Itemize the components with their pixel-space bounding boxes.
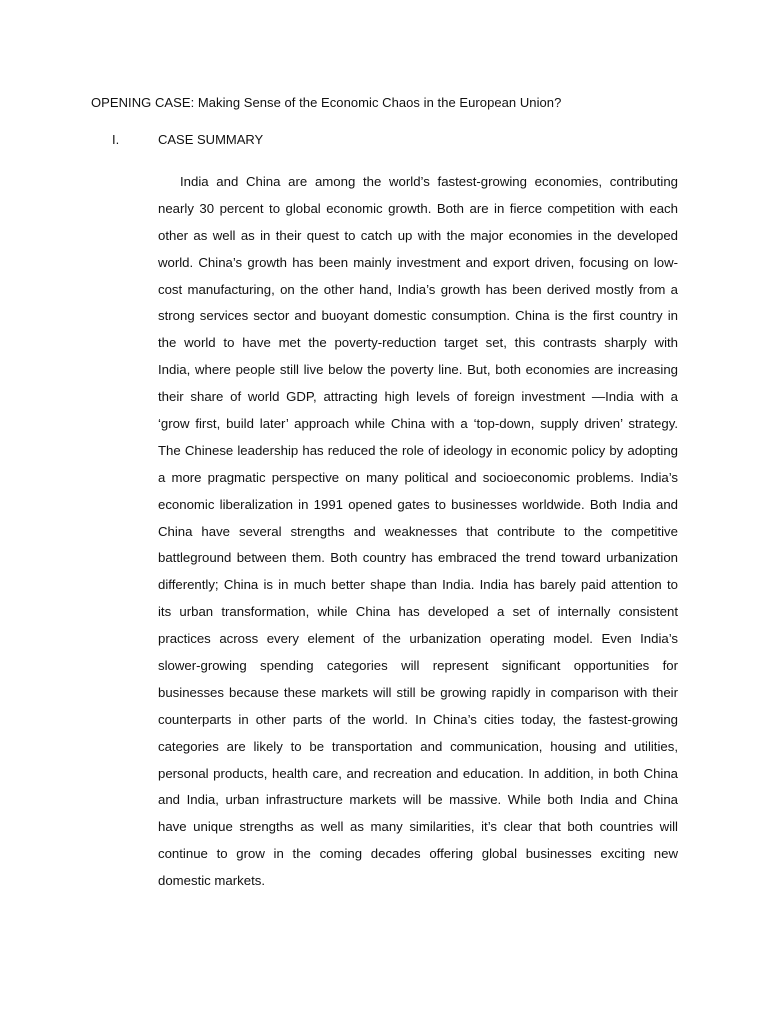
paragraph-line: and India, urban infrastructure markets will be massive. While both India and China <box>158 792 678 808</box>
paragraph-line: other as well as in their quest to catch up with the major economies in the developed <box>158 227 678 243</box>
paragraph-line: slower-growing spending categories will represent significant opportunities for <box>158 658 678 674</box>
section-title: CASE SUMMARY <box>158 132 264 147</box>
paragraph-line: their share of world GDP, attracting high levels of foreign investment —India with a <box>158 389 678 405</box>
paragraph-line: strong services sector and buoyant domestic consumption. China is the first country in <box>158 308 678 324</box>
paragraph-line: practices across every element of the urbanization operating model. Even India’s <box>158 631 678 647</box>
paragraph-line: The Chinese leadership has reduced the role of ideology in economic policy by adopting <box>158 442 678 458</box>
paragraph-line: a more pragmatic perspective on many political and socioeconomic problems. India’s <box>158 469 678 485</box>
paragraph-line: counterparts in other parts of the world. In China’s cities today, the fastest-growing <box>158 711 678 727</box>
case-summary-paragraph <box>158 169 678 895</box>
paragraph-line: cost manufacturing, on the other hand, India’s growth has been derived mostly from a <box>158 281 678 297</box>
paragraph-line: the world to have met the poverty-reduction target set, this contrasts sharply with <box>158 335 678 351</box>
paragraph-line: economic liberalization in 1991 opened gates to businesses worldwide. Both India and <box>158 496 678 512</box>
paragraph-line: nearly 30 percent to global economic growth. Both are in fierce competition with each <box>158 200 678 216</box>
paragraph-line: India and China are among the world’s fastest-growing economies, contributing <box>180 174 678 189</box>
paragraph-line: China have several strengths and weaknesses that contribute to the competitive <box>158 523 678 539</box>
section-number: I. <box>112 132 120 147</box>
document-title: OPENING CASE: Making Sense of the Economic Chaos in the European Union? <box>91 95 562 110</box>
paragraph-line: India, where people still live below the poverty line. But, both economies are increasing <box>158 362 678 378</box>
paragraph-line: have unique strengths as well as many similarities, it’s clear that both countries will <box>158 819 678 835</box>
section-heading <box>112 131 263 149</box>
paragraph-line: categories are likely to be transportation and communication, housing and utilities, <box>158 738 678 754</box>
paragraph-line: ‘grow first, build later’ approach while China with a ‘top-down, supply driven’ strategy. <box>158 416 678 432</box>
paragraph-line: world. China’s growth has been mainly investment and export driven, focusing on low- <box>158 254 678 270</box>
paragraph-line: continue to grow in the coming decades offering global businesses exciting new <box>158 846 678 862</box>
paragraph-line: its urban transformation, while China has developed a set of internally consistent <box>158 604 678 620</box>
paragraph-line: personal products, health care, and recreation and education. In addition, in both China <box>158 765 678 781</box>
paragraph-line: businesses because these markets will still be growing rapidly in comparison with their <box>158 684 678 700</box>
paragraph-line: domestic markets. <box>158 873 265 889</box>
paragraph-line: battleground between them. Both country has embraced the trend toward urbanization <box>158 550 678 566</box>
paragraph-line: differently; China is in much better shape than India. India has barely paid attention to <box>158 577 678 593</box>
